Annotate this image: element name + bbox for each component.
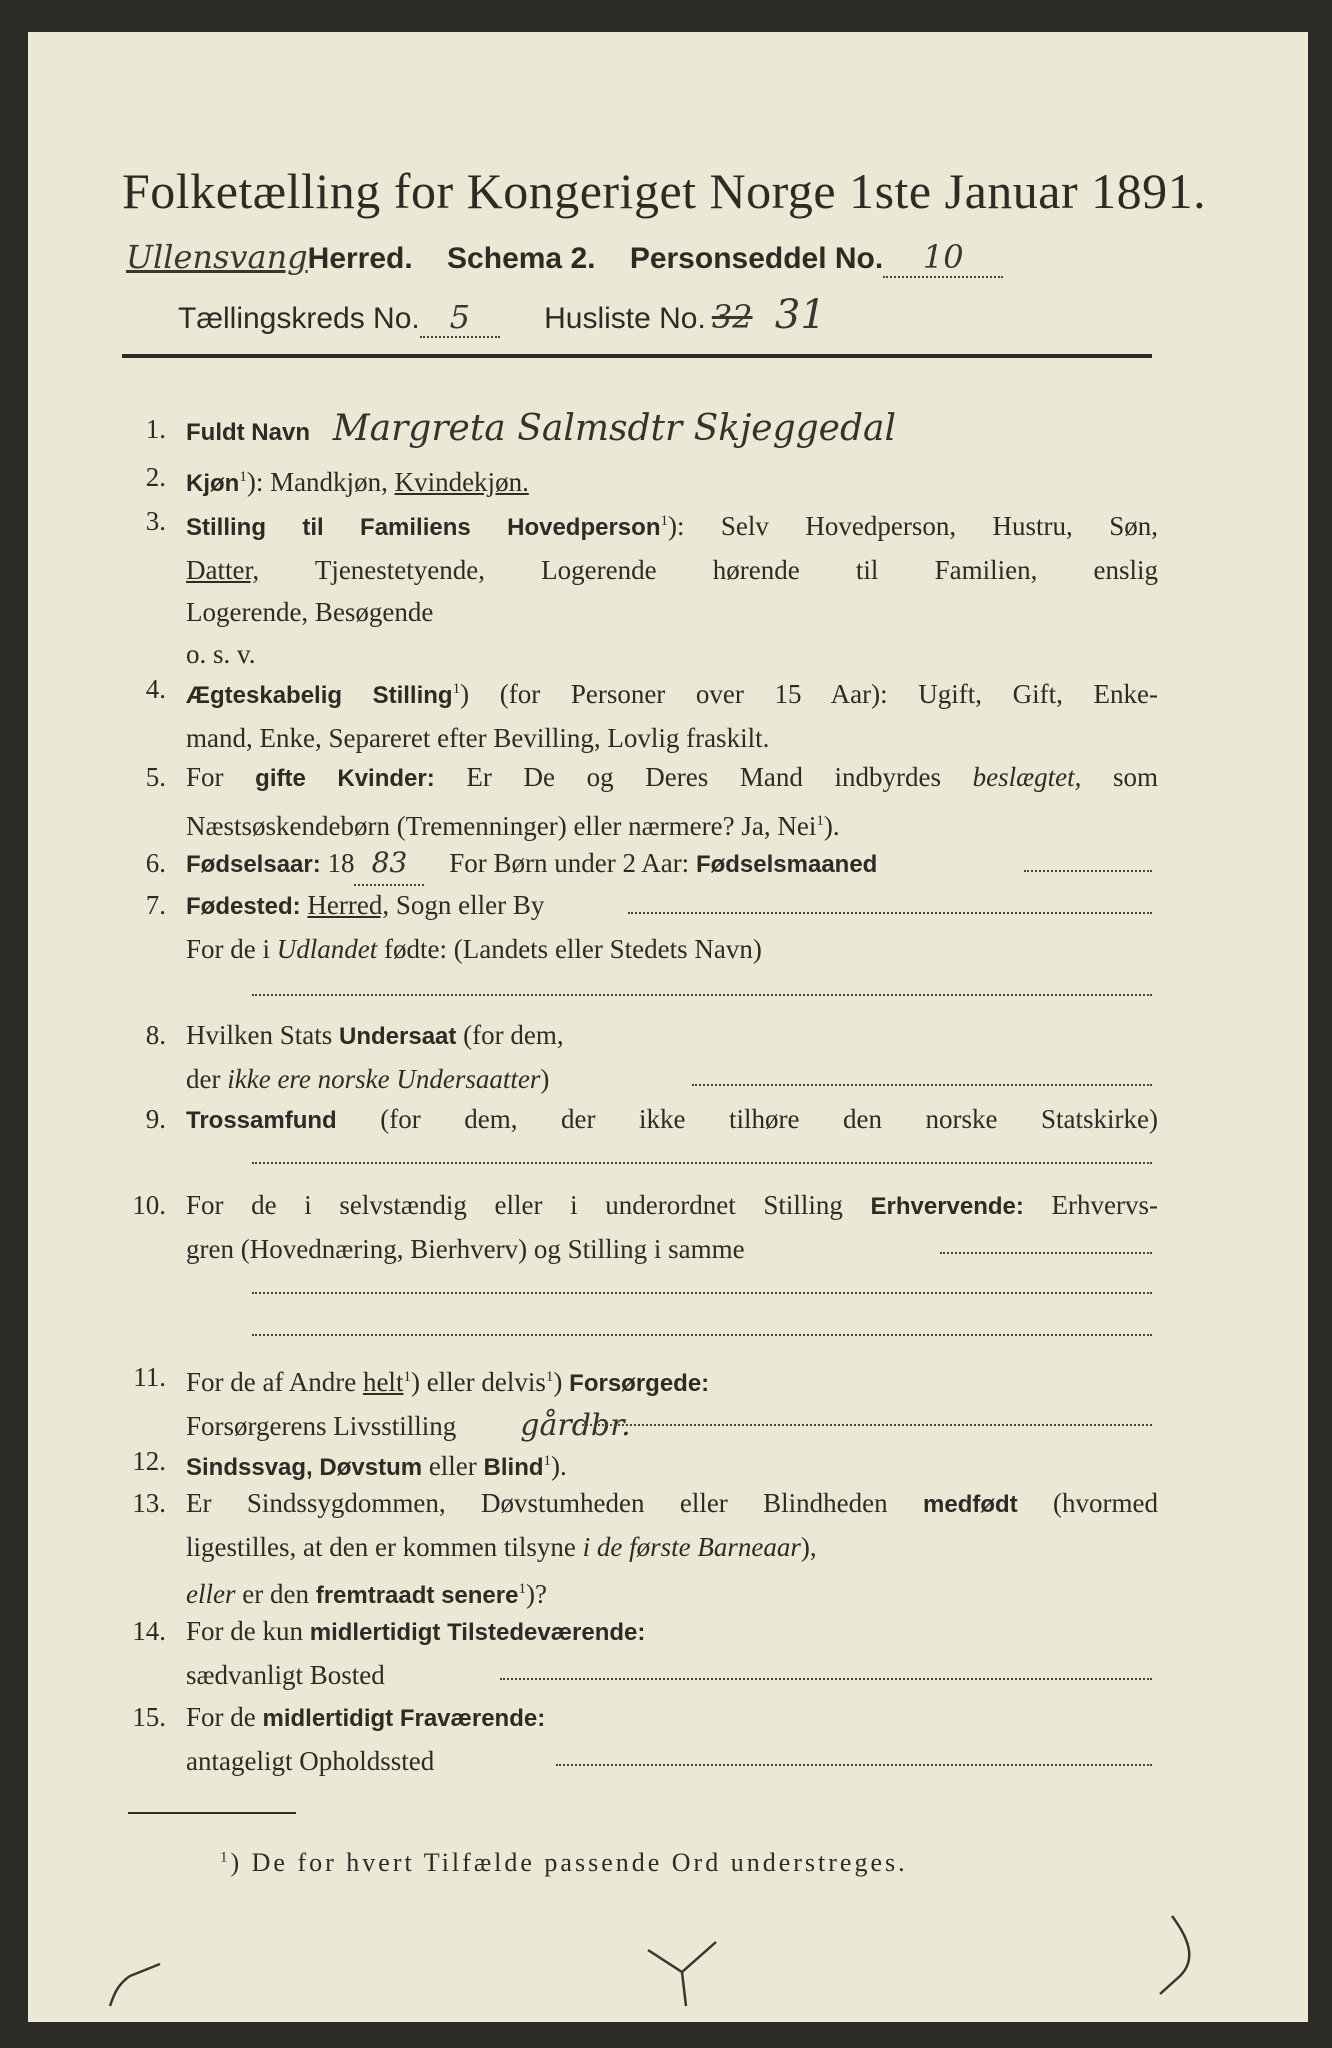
- birth-year-prefix: 18: [327, 848, 355, 878]
- personseddel-number: 10: [883, 238, 1003, 278]
- occupation-question-2: gren (Hovednæring, Bierhverv) og Stilling i samme: [186, 1234, 745, 1264]
- temp-present-label: midlertidigt Tilstedeværende:: [309, 1619, 646, 1646]
- married-women-label: gifte Kvinder:: [255, 765, 435, 792]
- item-number: 9.: [145, 1104, 166, 1134]
- item-2-sex: [130, 456, 1160, 498]
- item-5-married-women: [130, 756, 1160, 842]
- birthplace-field: [628, 912, 1152, 914]
- footnote-ref: 1: [660, 513, 668, 529]
- corner-mark-right: [1150, 1910, 1220, 2000]
- footnote-ref: 1: [518, 1581, 526, 1597]
- birthplace-label: Fødested:: [186, 893, 301, 920]
- blind-label: Blind: [483, 1454, 544, 1481]
- temp-absent-pre: For de: [186, 1702, 256, 1732]
- item-number: 5.: [145, 762, 166, 792]
- probable-residence-label: antageligt Opholdssted: [186, 1746, 435, 1776]
- abroad-field: [252, 994, 1152, 996]
- occupation-rest: Erhvervs-: [1051, 1190, 1159, 1220]
- nationality-pre-2: der: [186, 1064, 221, 1094]
- footnote-marker: 1: [220, 1849, 231, 1866]
- item-number: 1.: [145, 414, 166, 444]
- nationality-italic: ikke ere norske Undersaatter: [227, 1064, 541, 1094]
- item-8-nationality: [130, 1014, 1160, 1100]
- footnote-rule: [128, 1812, 296, 1814]
- religion-label: Trossamfund: [186, 1107, 337, 1134]
- sex-options-text: ): Mandkjøn,: [246, 467, 388, 497]
- dependents-mid: ) eller delvis: [410, 1367, 546, 1397]
- congenital-label: medfødt: [923, 1491, 1018, 1518]
- dependents-pre: For de af Andre: [186, 1367, 357, 1397]
- footnote-ref: 1: [543, 1453, 552, 1469]
- married-women-question: Er De og Deres Mand indbyrdes: [466, 762, 941, 792]
- disabilities-label: Sindssvag, Døvstum: [186, 1454, 423, 1481]
- religion-field: [252, 1162, 1152, 1164]
- item-number: 8.: [145, 1020, 166, 1050]
- occupation-field-3: [252, 1334, 1152, 1336]
- close-paren: ): [540, 1064, 550, 1094]
- acquired-later-label: fremtraadt senere: [315, 1582, 519, 1609]
- item-6-birth-year: [130, 842, 1160, 886]
- footnote-ref: 1: [816, 813, 824, 829]
- item-number: 7.: [145, 890, 166, 920]
- corner-mark-center: [640, 1930, 730, 2010]
- item-number: 4.: [145, 674, 166, 704]
- item-number: 12.: [132, 1446, 166, 1476]
- congenital-or: eller: [186, 1579, 236, 1609]
- item-number: 15.: [132, 1702, 166, 1732]
- occupation-label: Erhvervende:: [870, 1193, 1024, 1220]
- congenital-mid: er den: [242, 1579, 309, 1609]
- birthplace-options: Sogn eller By: [395, 890, 545, 920]
- item-3-family-position: [130, 500, 1160, 670]
- occupation-field-1: [940, 1252, 1152, 1254]
- nationality-label: Undersaat: [339, 1023, 457, 1050]
- birth-month-label: Fødselsmaaned: [695, 851, 878, 878]
- congenital-italic: i de første Barneaar: [582, 1532, 801, 1562]
- probable-residence-field: [556, 1764, 1152, 1766]
- taellingskreds-label: Tællingskreds No.: [178, 302, 420, 335]
- full-name-value: Margreta Salmsdtr Skjeggedal: [332, 408, 896, 449]
- religion-note: (for dem, der ikke tilhøre den norske Statskirke): [380, 1104, 1159, 1134]
- husliste-number: 31: [774, 292, 826, 338]
- form-title: Folketælling for Kongeriget Norge 1ste Januar 1891.: [122, 163, 1207, 219]
- item-number: 13.: [132, 1488, 166, 1518]
- item-number: 14.: [132, 1616, 166, 1646]
- married-women-pre: For: [186, 762, 224, 792]
- provider-occupation-value: gårdbr.: [520, 1408, 631, 1443]
- birth-year-label: Fødselsaar:: [186, 851, 321, 878]
- footnote-ref: 1: [403, 1369, 411, 1385]
- occupation-pre: For de i selvstændig eller i underordnet Stilling: [186, 1190, 843, 1220]
- close-paren: )?: [525, 1579, 547, 1609]
- corner-mark-left: [100, 1950, 170, 2010]
- herred-row: [126, 238, 1003, 278]
- congenital-pre: Er Sindssygdommen, Døvstumheden eller Blindheden: [186, 1488, 888, 1518]
- usual-residence-field: [500, 1678, 1152, 1680]
- family-position-options: ): Selv Hovedperson, Hustru, Søn,: [667, 511, 1158, 541]
- close-paren: ): [553, 1367, 563, 1397]
- close-paren: ).: [823, 811, 840, 841]
- herred-label: Herred.: [307, 242, 413, 275]
- provider-occupation-field: [582, 1424, 1152, 1426]
- footnote-ref: 1: [545, 1369, 554, 1385]
- item-9-religion: [130, 1098, 1160, 1140]
- nationality-field: [692, 1084, 1152, 1086]
- nationality-note: (for dem,: [463, 1020, 564, 1050]
- full-name-label: Fuldt Navn: [186, 419, 310, 446]
- item-number: 3.: [145, 506, 166, 536]
- abroad-italic: Udlandet: [276, 934, 378, 964]
- marital-status-options: ) (for Personer over 15 Aar): Ugift, Gift, Enke-: [460, 679, 1158, 709]
- close-paren: ).: [551, 1451, 567, 1481]
- sex-selected-option: Kvindekjøn.: [394, 467, 529, 497]
- family-position-options-2: Tjenestetyende, Logerende hørende til Familien, enslig: [314, 555, 1158, 585]
- footnote-ref: 1: [452, 681, 461, 697]
- nationality-pre: Hvilken Stats: [186, 1020, 333, 1050]
- header-rule: [122, 354, 1152, 358]
- marital-status-label: Ægteskabelig Stilling: [186, 682, 453, 709]
- item-7-birthplace: [130, 884, 1160, 970]
- abroad-pre: For de i: [186, 934, 270, 964]
- personseddel-label: Personseddel No.: [629, 242, 884, 275]
- item-number: 10.: [132, 1190, 166, 1220]
- husliste-number-struck: 32: [711, 298, 753, 336]
- item-10-occupation: [130, 1184, 1160, 1270]
- sex-label: Kjøn: [186, 470, 240, 497]
- footnote-ref: 1: [239, 469, 247, 485]
- husliste-label: Husliste No.: [544, 302, 706, 335]
- item-12-disabilities: [130, 1440, 1160, 1482]
- married-women-question-2: Næstsøskendebørn (Tremenninger) eller nærmere? Ja, Nei: [186, 811, 817, 841]
- temp-present-pre: For de kun: [186, 1616, 303, 1646]
- item-1-full-name: [130, 408, 1160, 450]
- family-position-selected: Datter,: [186, 555, 260, 585]
- family-position-label: Stilling til Familiens Hovedperson: [186, 514, 661, 541]
- family-position-options-3: Logerende, Besøgende: [186, 597, 434, 627]
- schema-label: Schema 2.: [447, 242, 596, 275]
- herred-name: Ullensvang: [126, 238, 308, 276]
- item-4-marital-status: [130, 668, 1160, 754]
- disabilities-mid: eller: [428, 1451, 477, 1481]
- footnote: [220, 1848, 908, 1878]
- dependents-selected: helt: [362, 1367, 404, 1397]
- congenital-question-2: ligestilles, at den er kommen tilsyne: [186, 1532, 576, 1562]
- item-number: 2.: [145, 462, 166, 492]
- birth-month-note: For Børn under 2 Aar:: [449, 848, 690, 878]
- item-11-dependents: [130, 1356, 1160, 1442]
- close-paren: ),: [800, 1532, 817, 1562]
- dependents-label: Forsørgede:: [569, 1370, 710, 1397]
- congenital-rest: (hvormed: [1053, 1488, 1159, 1518]
- family-position-etc: o. s. v.: [186, 639, 256, 669]
- birth-year-value: 83: [354, 842, 424, 886]
- temp-absent-label: midlertidigt Fraværende:: [262, 1705, 546, 1732]
- item-15-temporarily-absent: [130, 1696, 1160, 1782]
- occupation-field-2: [252, 1292, 1152, 1294]
- provider-occupation-label: Forsørgerens Livsstilling: [186, 1411, 457, 1441]
- taellingskreds-row: [178, 292, 826, 338]
- married-women-related: beslægtet,: [972, 762, 1082, 792]
- marital-status-options-2: mand, Enke, Separeret efter Bevilling, Lovlig fraskilt.: [186, 723, 770, 753]
- item-number: 11.: [133, 1362, 166, 1392]
- abroad-question: fødte: (Landets eller Stedets Navn): [384, 934, 762, 964]
- item-14-temporarily-present: [130, 1610, 1160, 1696]
- usual-residence-label: sædvanligt Bosted: [186, 1660, 385, 1690]
- married-women-tail: som: [1113, 762, 1159, 792]
- birthplace-selected: Herred,: [307, 890, 390, 920]
- taellingskreds-number: 5: [420, 298, 500, 338]
- item-number: 6.: [145, 848, 166, 878]
- item-13-congenital: [130, 1482, 1160, 1610]
- footnote-text: ) De for hvert Tilfælde passende Ord understreges.: [230, 1848, 908, 1877]
- birth-month-field: [1024, 870, 1152, 872]
